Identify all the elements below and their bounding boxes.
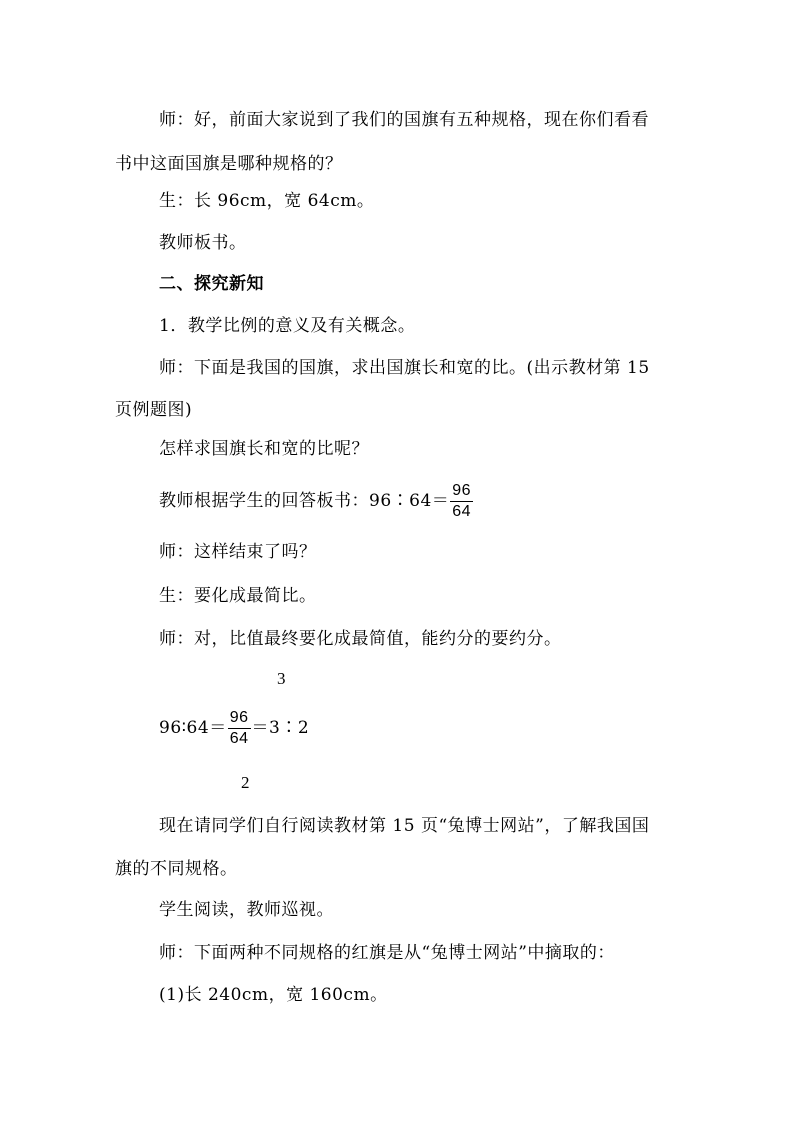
paragraph-board-ratio (159, 479, 474, 523)
equation-ratio-simplified (159, 706, 309, 750)
paragraph-teacher-writes: 教师板书。 (159, 233, 247, 253)
fraction-96-over-64-second (228, 708, 251, 749)
reduction-top-number: 3 (277, 669, 286, 688)
paragraph-read-textbook-line2: 旗的不同规格。 (115, 859, 238, 879)
paragraph-teacher-flag-specs-line1: 师：好，前面大家说到了我们的国旗有五种规格，现在你们看看 (159, 110, 649, 130)
paragraph-teacher-reduce: 师：对，比值最终要化成最简值，能约分的要约分。 (159, 629, 562, 649)
paragraph-teacher-ratio-line2: 页例题图) (115, 400, 193, 420)
paragraph-student-dimensions: 生：长 96cm，宽 64cm。 (159, 191, 375, 211)
fraction-96-over-64 (450, 481, 473, 522)
paragraph-teacher-ask: 师：这样结束了吗？ (159, 542, 317, 562)
reduction-bottom-number: 2 (241, 773, 250, 792)
paragraph-teacher-flag-specs-line2: 书中这面国旗是哪种规格的？ (115, 154, 343, 174)
equation-prefix: 96∶64＝ (159, 718, 227, 738)
fraction-denominator: 64 (452, 503, 472, 520)
paragraph-teacher-ratio-line1: 师：下面是我国的国旗，求出国旗长和宽的比。(出示教材第 15 (159, 358, 650, 378)
fraction-numerator: 96 (228, 708, 251, 729)
paragraph-question: 怎样求国旗长和宽的比呢？ (159, 439, 369, 459)
paragraph-teacher-two-flags: 师：下面两种不同规格的红旗是从“兔博士网站”中摘取的： (159, 943, 615, 963)
paragraph-students-read: 学生阅读，教师巡视。 (159, 900, 334, 920)
section-heading: 二、探究新知 (159, 274, 264, 294)
equation-suffix: ＝3∶2 (251, 718, 310, 738)
fraction-numerator: 96 (450, 481, 473, 502)
board-ratio-text: 教师根据学生的回答板书：96∶64＝ (159, 491, 450, 511)
paragraph-student-simplify: 生：要化成最简比。 (159, 586, 317, 606)
paragraph-flag-1-dimensions: (1)长 240cm，宽 160cm。 (159, 985, 388, 1005)
fraction-denominator: 64 (229, 730, 249, 747)
paragraph-read-textbook-line1: 现在请同学们自行阅读教材第 15 页“兔博士网站”，了解我国国 (159, 816, 650, 836)
paragraph-item-1: 1．教学比例的意义及有关概念。 (159, 316, 416, 336)
